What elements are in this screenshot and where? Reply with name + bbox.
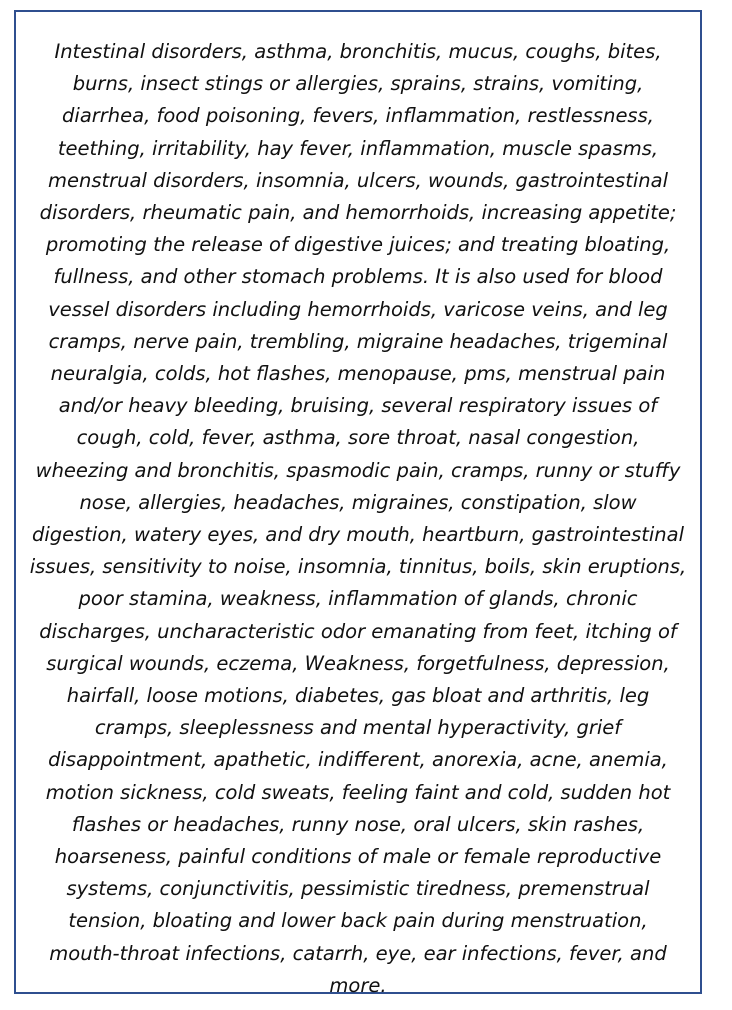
text-line: systems, conjunctivitis, pessimistic tiredness, premenstrual (66, 877, 650, 901)
text-line: motion sickness, cold sweats, feeling faint and cold, sudden hot (45, 780, 671, 804)
text-line: mouth-throat infections, catarrh, eye, ear infections, fever, and (49, 941, 667, 965)
text-line: cramps, sleeplessness and mental hyperactivity, grief (94, 716, 622, 740)
text-line: wheezing and bronchitis, spasmodic pain, cramps, runny or stuffy (35, 458, 681, 482)
text-line: surgical wounds, eczema, Weakness, forgetfulness, depression, (46, 651, 670, 675)
text-line: digestion, watery eyes, and dry mouth, heartburn, gastrointestinal (31, 523, 685, 547)
text-line: neuralgia, colds, hot flashes, menopause, pms, menstrual pain (50, 362, 666, 386)
text-line: cough, cold, fever, asthma, sore throat, nasal congestion, (76, 426, 640, 450)
text-line: poor stamina, weakness, inflammation of glands, chronic (78, 587, 638, 611)
text-line: discharges, uncharacteristic odor emanating from feet, itching of (39, 619, 677, 643)
text-line: issues, sensitivity to noise, insomnia, tinnitus, boils, skin eruptions, (29, 555, 687, 579)
text-line: diarrhea, food poisoning, fevers, inflammation, restlessness, (62, 104, 654, 128)
text-line: nose, allergies, headaches, migraines, constipation, slow (79, 490, 637, 514)
text-line: teething, irritability, hay fever, inflammation, muscle spasms, (57, 136, 659, 160)
text-block (16, 36, 700, 1002)
text-line: hoarseness, painful conditions of male or female reproductive (54, 845, 662, 869)
text-line: disappointment, apathetic, indifferent, anorexia, acne, anemia, (48, 748, 668, 772)
text-box-frame (14, 10, 702, 997)
text-line: burns, insect stings or allergies, sprains, strains, vomiting, (72, 72, 644, 96)
text-line: menstrual disorders, insomnia, ulcers, wounds, gastrointestinal (48, 168, 668, 192)
text-line: fullness, and other stomach problems. It is also used for blood (53, 265, 663, 289)
text-line: vessel disorders including hemorrhoids, varicose veins, and leg (48, 297, 668, 321)
text-line: flashes or headaches, runny nose, oral ulcers, skin rashes, (71, 812, 645, 836)
text-line: hairfall, loose motions, diabetes, gas bloat and arthritis, leg (66, 684, 650, 708)
text-line: Intestinal disorders, asthma, bronchitis, mucus, coughs, bites, (54, 40, 662, 63)
text-line: promoting the release of digestive juices; and treating bloating, (45, 233, 671, 257)
text-line: tension, bloating and lower back pain during menstruation, (68, 909, 648, 933)
text-line: and/or heavy bleeding, bruising, several respiratory issues of (58, 394, 658, 418)
text-line: more. (329, 973, 387, 997)
text-line: disorders, rheumatic pain, and hemorrhoids, increasing appetite; (39, 201, 677, 225)
text-line: cramps, nerve pain, trembling, migraine headaches, trigeminal (48, 329, 668, 353)
